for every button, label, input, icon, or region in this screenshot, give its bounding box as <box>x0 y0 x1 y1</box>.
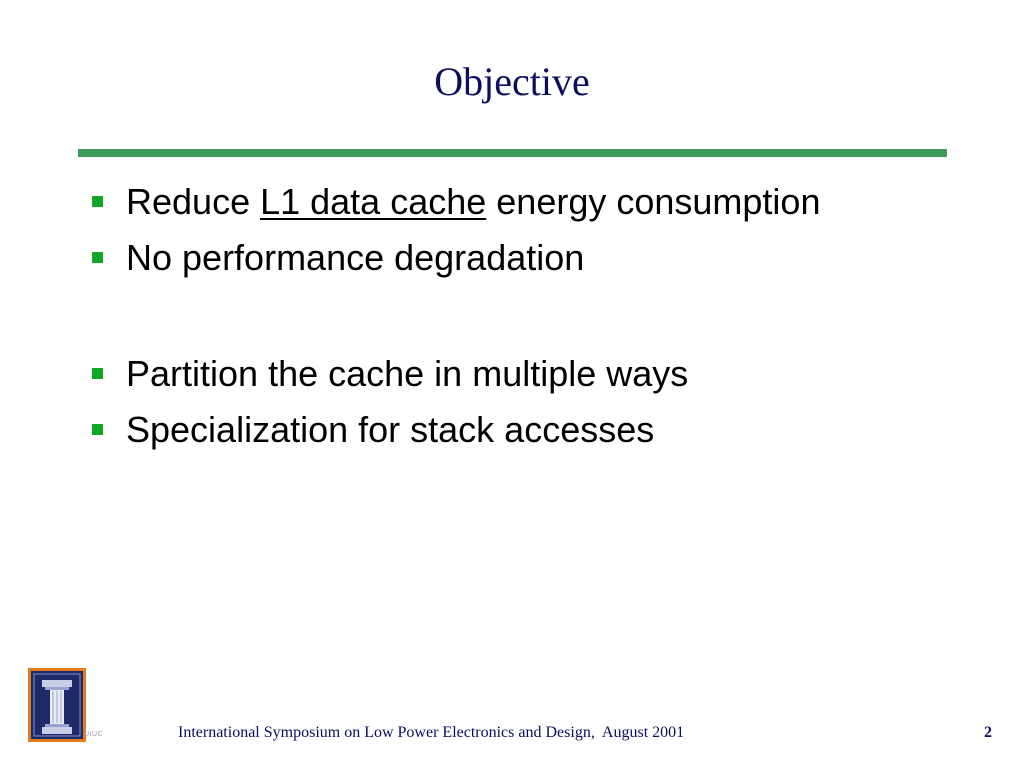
square-bullet-icon <box>92 424 103 435</box>
bullet-list <box>88 176 968 460</box>
bullet-item <box>88 176 968 232</box>
bullet-text: Partition the cache in multiple ways <box>126 353 689 394</box>
bullet-item <box>88 232 968 288</box>
logo-caption: UIUC <box>84 731 104 738</box>
footer-text: International Symposium on Low Power Electronics and Design, August 2001 <box>178 724 685 741</box>
bullet-item <box>88 404 968 460</box>
page-number: 2 <box>984 724 992 741</box>
bullet-text-prefix: Reduce <box>126 181 261 222</box>
square-bullet-icon <box>92 252 103 263</box>
square-bullet-icon <box>92 368 103 379</box>
bullet-text-suffix: energy consumption <box>486 181 821 222</box>
l1-data-cache-link[interactable]: L1 data cache <box>260 181 487 222</box>
bullet-text <box>126 176 820 228</box>
bullet-item <box>88 348 968 404</box>
slide-title: Objective <box>434 59 590 104</box>
title-divider <box>78 149 947 157</box>
bullet-text: Specialization for stack accesses <box>126 409 655 450</box>
university-logo-icon <box>28 668 86 742</box>
bullet-text: No performance degradation <box>126 237 585 278</box>
square-bullet-icon <box>92 196 103 207</box>
